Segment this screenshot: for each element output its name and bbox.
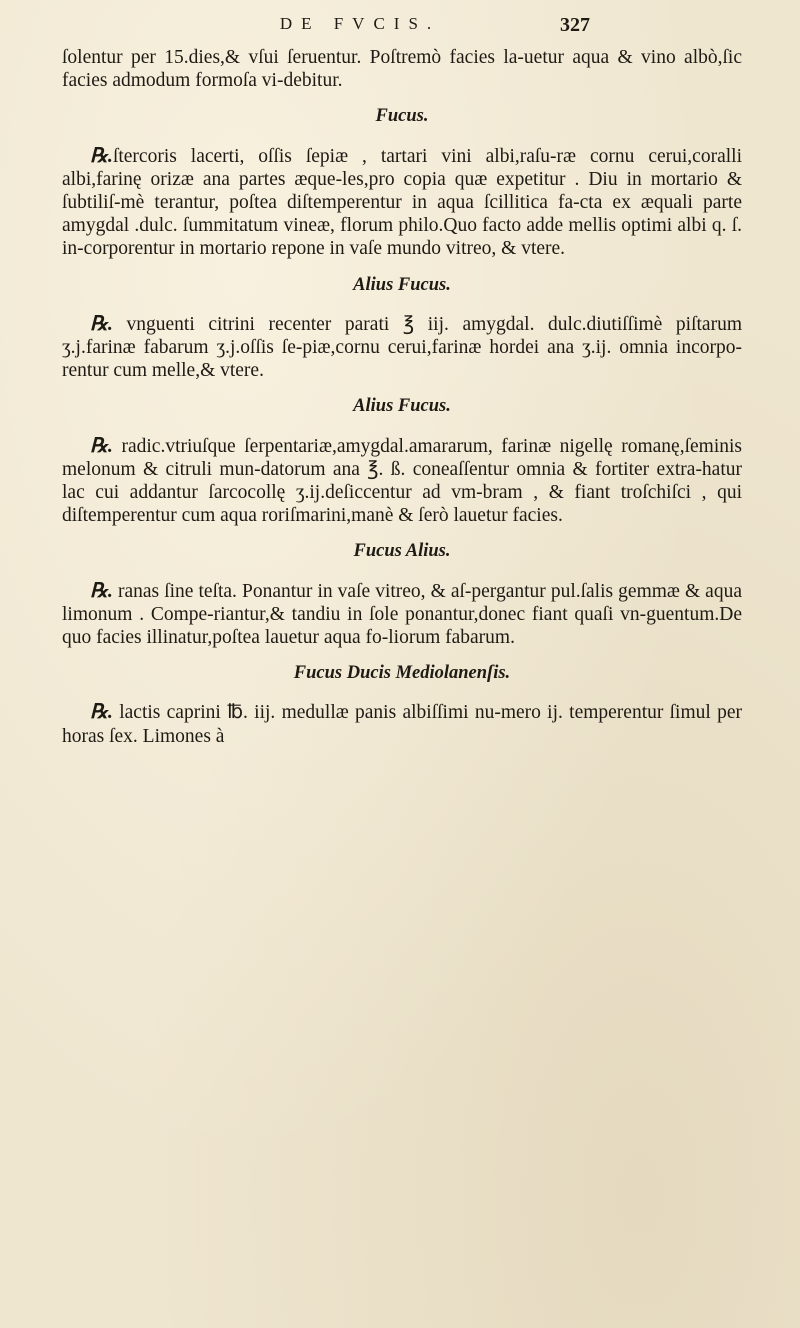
recipe-symbol: ℞. bbox=[90, 434, 113, 457]
page-number: 327 bbox=[560, 14, 590, 36]
recipe-heading: Fucus Ducis Mediolanenſis. bbox=[293, 663, 511, 684]
paragraph-text: ranas ſine teſta. Ponantur in vaſe vitreo, & aſ-pergantur pul.ſalis gemmæ & aqua limonum . Compe-riantur,& tandiu in ſole ponantur,donec fiant quaſi vn-guentum.De quo facies illinatur,poſtea lauetur aqua fo-liorum fabarum. bbox=[62, 580, 742, 649]
paragraph-text: lactis caprini ℔. iij. medullæ panis albiſſimi nu-mero ij. temperentur ſimul per horas ſex. Limones à bbox=[62, 702, 742, 747]
paragraph-text: vnguenti citrini recenter parati ℥ iij. amygdal. dulc.diutiſſimè piſtarum ʒ.j.farinæ fabarum ʒ.j.oſſis ſe-piæ,cornu cerui,farinæ hordei ana ʒ.ij. omnia incorpo-rentur cum melle,& vtere. bbox=[62, 313, 743, 382]
paragraph-text: radic.vtriuſque ſerpentariæ,amygdal.amararum, farinæ nigellę romanę,ſeminis melonum & citruli mun-datorum ana ℥. ß. coneaſſentur omnia & fortiter extra-hatur lac cui addantur ſarcocollę ʒ.ij.deſiccentur ad vm-bram , & fiant troſchiſci , qui diſtemperentur cum aqua roriſmarini,manè & ſerò lauetur facies. bbox=[62, 435, 742, 527]
recipe-symbol: ℞. bbox=[90, 312, 113, 335]
recipe-paragraph bbox=[62, 435, 742, 528]
recipe-paragraph bbox=[62, 580, 742, 650]
main-text bbox=[62, 46, 742, 748]
recipe-heading: Alius Fucus. bbox=[353, 274, 451, 295]
recipe-symbol: ℞. bbox=[90, 701, 113, 724]
paragraph-text: ſtercoris lacerti, oſſis ſepiæ , tartari vini albi,raſu-ræ cornu cerui,coralli albi,farinę orizæ ana partes æque-les,pro copia quæ expetitur . Diu in mortario & ſubtiliſ-mè terantur, poſtea diſtemperentur in aqua ſcillitica fa-cta ex æquali parte amygdal .dulc. ſummitatum vineæ, florum philo.Quo facto adde mellis optimi albi q. ſ. in-corporentur in mortario repone in vaſe mundo vitreo, & vtere. bbox=[62, 145, 742, 260]
paragraph-continuation bbox=[62, 46, 742, 92]
recipe-heading: Fucus Alius. bbox=[353, 541, 451, 562]
recipe-symbol: ℞. bbox=[90, 144, 113, 167]
recipe-paragraph bbox=[62, 313, 742, 383]
recipe-heading: Alius Fucus. bbox=[353, 396, 451, 417]
recipe-paragraph bbox=[62, 701, 742, 747]
recipe-heading: Fucus. bbox=[375, 106, 429, 127]
recipe-paragraph bbox=[62, 145, 742, 261]
paragraph-text: ſolentur per 15.dies,& vſui ſeruentur. Poſtremò facies la-uetur aqua & vino albò,ſic facies admodum formoſa vi-debitur. bbox=[62, 47, 742, 92]
running-title: DE FVCIS. bbox=[279, 14, 441, 33]
recipe-symbol: ℞. bbox=[90, 579, 113, 602]
